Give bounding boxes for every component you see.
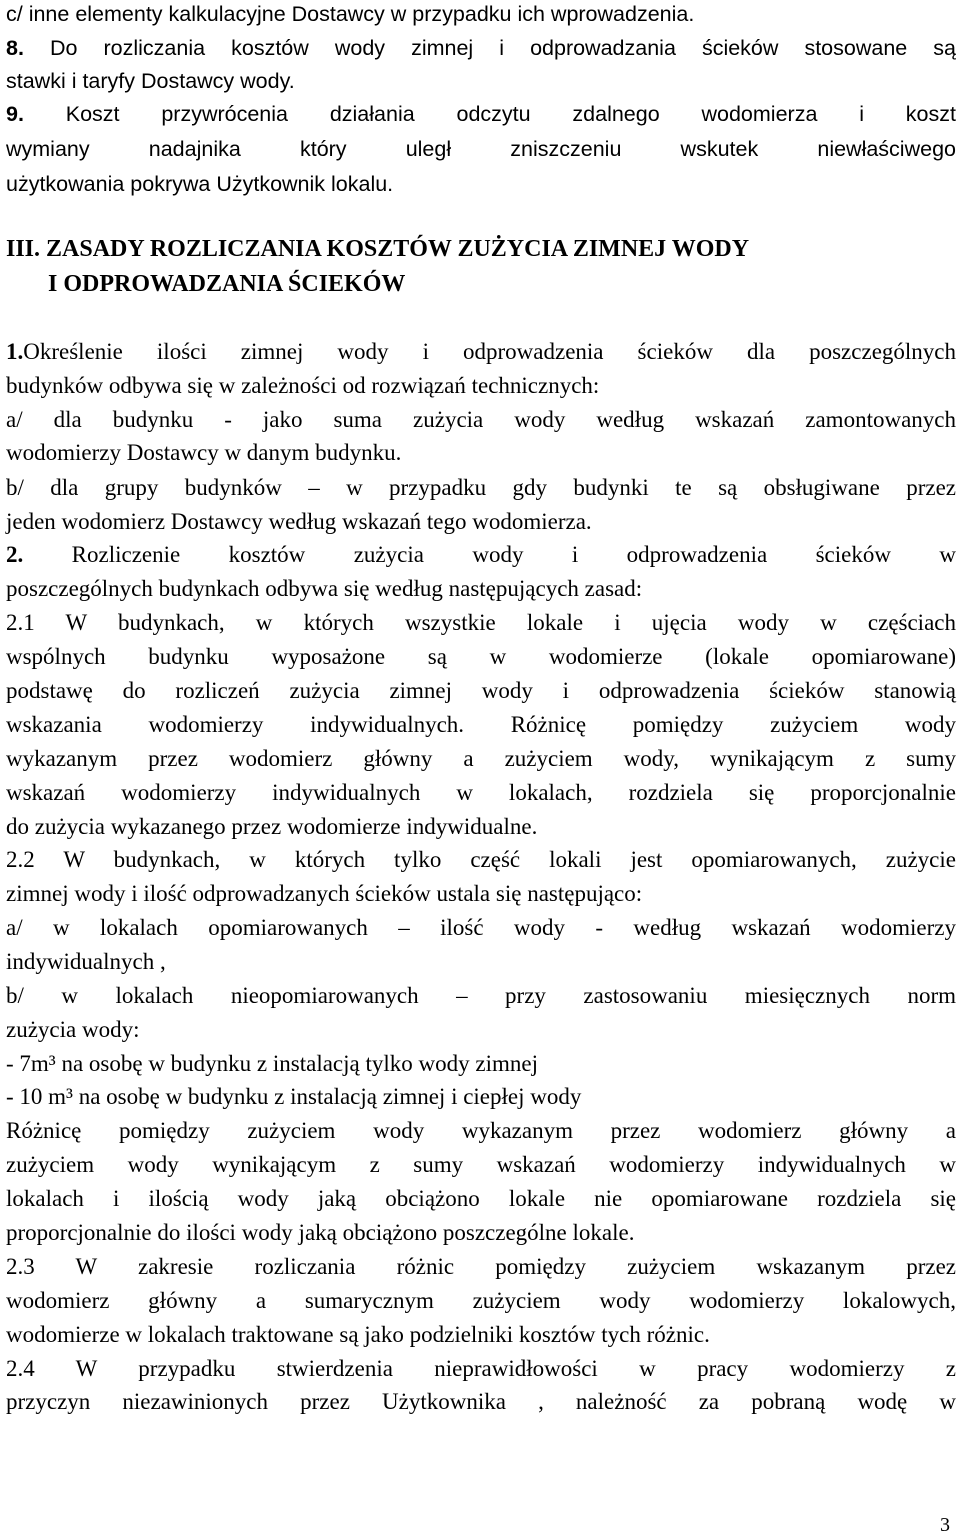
text-line: stawki i taryfy Dostawcy wody. [6,69,295,93]
text-line: zużyciem wody wynikającym z sumy wskazań wodomierzy indywidualnych w [6,1152,956,1177]
text-line: wskazań wodomierzy indywidualnych w lokalach, rozdziela się proporcjonalnie [6,780,956,805]
text-line: użytkowania pokrywa Użytkownik lokalu. [6,172,394,196]
text-line: b/ w lokalach nieopomiarowanych – przy zastosowaniu miesięcznych norm [6,983,956,1008]
text-line: c/ inne elementy kalkulacyjne Dostawcy w przypadku ich wprowadzenia. [6,2,695,26]
text-line: wodomierze w lokalach traktowane są jako podzielniki kosztów tych różnic. [6,1322,710,1347]
section-heading-line-1: III. ZASADY ROZLICZANIA KOSZTÓW ZUŻYCIA ZIMNEJ WODY [6,236,750,262]
text-line: indywidualnych , [6,949,166,974]
text-line: 2.3 W zakresie rozliczania różnic pomiędzy zużyciem wskazanym przez [6,1254,956,1279]
text-line: - 7m³ na osobę w budynku z instalacją tylko wody zimnej [6,1051,538,1076]
text-line: wskazania wodomierzy indywidualnych. Różnicę pomiędzy zużyciem wody [6,712,956,737]
text-line: podstawę do rozliczeń zużycia zimnej wody i odprowadzenia ścieków stanowią [6,678,956,703]
text-line: zimnej wody i ilość odprowadzanych ścieków ustala się następująco: [6,881,643,906]
text-line: do zużycia wykazanego przez wodomierze indywidualne. [6,814,538,839]
text-line: przyczyn niezawinionych przez Użytkownika , należność za pobraną wodę w [6,1389,956,1414]
text-line: 1.Określenie ilości zimnej wody i odprowadzenia ścieków dla poszczególnych [6,339,956,364]
text-line: poszczególnych budynkach odbywa się według następujących zasad: [6,576,643,601]
text-line: b/ dla grupy budynków – w przypadku gdy budynki te są obsługiwane przez [6,475,956,500]
text-line: 2.4 W przypadku stwierdzenia nieprawidłowości w pracy wodomierzy z [6,1356,956,1381]
text-line: 2.1 W budynkach, w których wszystkie lokale i ujęcia wody w częściach [6,610,956,635]
text-line: - 10 m³ na osobę w budynku z instalacją zimnej i ciepłej wody [6,1084,582,1109]
text-line: a/ w lokalach opomiarowanych – ilość wody - według wskazań wodomierzy [6,915,956,940]
text-line: Różnicę pomiędzy zużyciem wody wykazanym przez wodomierz główny a [6,1118,956,1143]
text-line: 2.2 W budynkach, w których tylko część lokali jest opomiarowanych, zużycie [6,847,956,872]
text-line: 9. Koszt przywrócenia działania odczytu zdalnego wodomierza i koszt [6,102,956,126]
text-line: wykazanym przez wodomierz główny a zużyciem wody, wynikającym z sumy [6,746,956,771]
text-line: wodomierzy Dostawcy w danym budynku. [6,440,402,465]
text-line: 2. Rozliczenie kosztów zużycia wody i odprowadzenia ścieków w [6,542,956,567]
text-line: wodomierz główny a sumarycznym zużyciem wody wodomierzy lokalowych, [6,1288,956,1313]
text-line: proporcjonalnie do ilości wody jaką obciążono poszczególne lokale. [6,1220,635,1245]
text-line: 8. Do rozliczania kosztów wody zimnej i odprowadzania ścieków stosowane są [6,36,956,60]
text-line: wspólnych budynku wyposażone są w wodomierze (lokale opomiarowane) [6,644,956,669]
text-line: wymiany nadajnika który uległ zniszczeniu wskutek niewłaściwego [6,137,956,161]
text-line: jeden wodomierz Dostawcy według wskazań tego wodomierza. [6,509,592,534]
section-heading-line-2: I ODPROWADZANIA ŚCIEKÓW [48,271,406,297]
text-line: lokalach i ilością wody jaką obciążono lokale nie opomiarowane rozdziela się [6,1186,956,1211]
text-line: a/ dla budynku - jako suma zużycia wody według wskazań zamontowanych [6,407,956,432]
page-number: 3 [940,1514,950,1536]
text-line: zużycia wody: [6,1017,140,1042]
text-line: budynków odbywa się w zależności od rozwiązań technicznych: [6,373,600,398]
